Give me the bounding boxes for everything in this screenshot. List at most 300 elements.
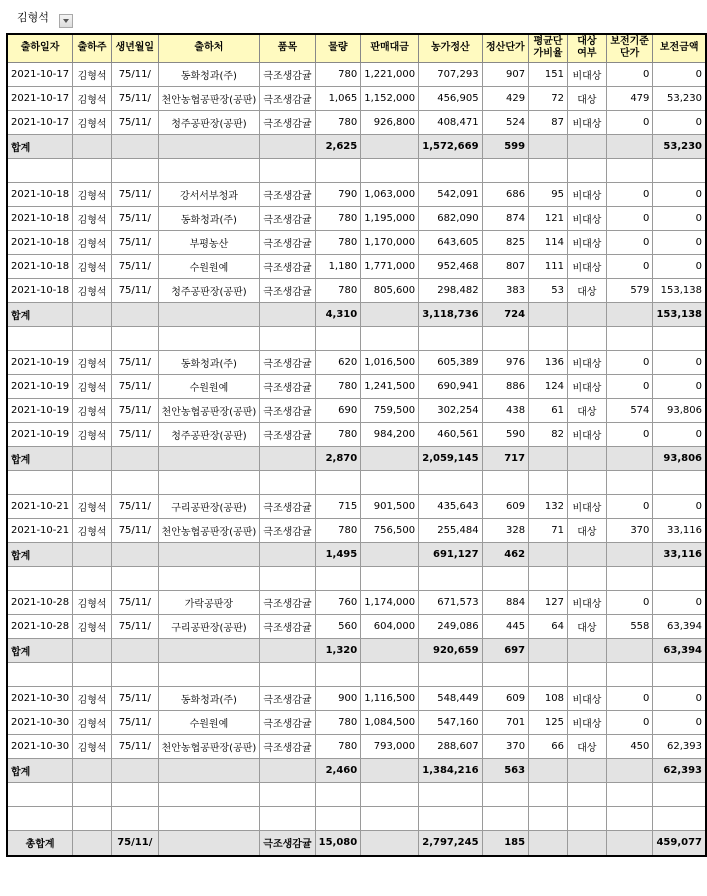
cell-avg-ratio[interactable] (529, 566, 568, 590)
cell-shipper[interactable] (73, 326, 112, 350)
subtotal-label[interactable]: 합계 (7, 638, 73, 662)
cell-quantity[interactable]: 715 (315, 494, 361, 518)
cell-destination[interactable]: 강서서부청과 (158, 182, 260, 206)
cell-target[interactable] (567, 806, 606, 830)
cell-shipper[interactable]: 김형석 (73, 734, 112, 758)
cell-unit-price[interactable]: 825 (482, 230, 529, 254)
cell-shipper[interactable]: 김형석 (73, 494, 112, 518)
cell-item[interactable]: 극조생감귤 (260, 254, 315, 278)
cell-compensation[interactable]: 0 (653, 230, 706, 254)
cell-unit-price[interactable]: 886 (482, 374, 529, 398)
cell-unit-price[interactable] (482, 470, 529, 494)
cell-date[interactable]: 2021-10-19 (7, 350, 73, 374)
cell-compensation[interactable]: 33,116 (653, 542, 706, 566)
subtotal-label[interactable]: 합계 (7, 302, 73, 326)
cell-sales[interactable] (361, 134, 419, 158)
cell-sales[interactable] (361, 446, 419, 470)
cell-compensation[interactable]: 33,116 (653, 518, 706, 542)
cell-avg-ratio[interactable]: 121 (529, 206, 568, 230)
cell-compensation[interactable]: 0 (653, 350, 706, 374)
header-date[interactable]: 출하일자 (7, 34, 73, 62)
header-settlement[interactable]: 농가정산 (419, 34, 482, 62)
cell-shipper[interactable] (73, 302, 112, 326)
cell-date[interactable] (7, 782, 73, 806)
cell-item[interactable]: 극조생감귤 (260, 710, 315, 734)
header-quantity[interactable]: 물량 (315, 34, 361, 62)
cell-base-price[interactable] (606, 758, 653, 782)
cell-avg-ratio[interactable]: 71 (529, 518, 568, 542)
cell-compensation[interactable]: 459,077 (653, 830, 706, 856)
cell-target[interactable]: 대상 (567, 398, 606, 422)
cell-compensation[interactable]: 53,230 (653, 86, 706, 110)
cell-target[interactable]: 비대상 (567, 422, 606, 446)
cell-birth[interactable] (112, 470, 159, 494)
cell-quantity[interactable]: 780 (315, 62, 361, 86)
cell-avg-ratio[interactable]: 95 (529, 182, 568, 206)
cell-avg-ratio[interactable]: 66 (529, 734, 568, 758)
cell-item[interactable] (260, 662, 315, 686)
cell-item[interactable] (260, 566, 315, 590)
cell-shipper[interactable]: 김형석 (73, 110, 112, 134)
cell-settlement[interactable]: 671,573 (419, 590, 482, 614)
cell-avg-ratio[interactable]: 87 (529, 110, 568, 134)
cell-base-price[interactable]: 558 (606, 614, 653, 638)
cell-compensation[interactable]: 93,806 (653, 398, 706, 422)
cell-date[interactable] (7, 470, 73, 494)
cell-unit-price[interactable]: 462 (482, 542, 529, 566)
cell-target[interactable] (567, 326, 606, 350)
cell-quantity[interactable]: 780 (315, 110, 361, 134)
cell-date[interactable] (7, 566, 73, 590)
cell-avg-ratio[interactable] (529, 470, 568, 494)
cell-settlement[interactable]: 2,059,145 (419, 446, 482, 470)
cell-quantity[interactable]: 15,080 (315, 830, 361, 856)
cell-shipper[interactable]: 김형석 (73, 398, 112, 422)
cell-quantity[interactable]: 690 (315, 398, 361, 422)
cell-item[interactable]: 극조생감귤 (260, 374, 315, 398)
header-compensation[interactable]: 보전금액 (653, 34, 706, 62)
cell-base-price[interactable]: 0 (606, 590, 653, 614)
cell-birth[interactable] (112, 806, 159, 830)
cell-compensation[interactable]: 53,230 (653, 134, 706, 158)
cell-avg-ratio[interactable] (529, 134, 568, 158)
cell-date[interactable]: 2021-10-19 (7, 374, 73, 398)
cell-target[interactable] (567, 446, 606, 470)
cell-settlement[interactable]: 605,389 (419, 350, 482, 374)
cell-destination[interactable] (158, 806, 260, 830)
cell-target[interactable]: 대상 (567, 734, 606, 758)
cell-date[interactable]: 2021-10-28 (7, 614, 73, 638)
cell-destination[interactable]: 천안농협공판장(공판) (158, 398, 260, 422)
cell-birth[interactable]: 75/11/ (112, 230, 159, 254)
cell-settlement[interactable]: 302,254 (419, 398, 482, 422)
cell-sales[interactable]: 1,063,000 (361, 182, 419, 206)
cell-quantity[interactable]: 900 (315, 686, 361, 710)
cell-item[interactable]: 극조생감귤 (260, 206, 315, 230)
cell-quantity[interactable]: 1,065 (315, 86, 361, 110)
cell-date[interactable] (7, 662, 73, 686)
cell-item[interactable]: 극조생감귤 (260, 614, 315, 638)
cell-compensation[interactable]: 0 (653, 254, 706, 278)
cell-destination[interactable] (158, 446, 260, 470)
cell-item[interactable] (260, 326, 315, 350)
cell-avg-ratio[interactable] (529, 758, 568, 782)
cell-shipper[interactable] (73, 806, 112, 830)
cell-base-price[interactable] (606, 470, 653, 494)
cell-sales[interactable]: 1,170,000 (361, 230, 419, 254)
cell-compensation[interactable]: 0 (653, 494, 706, 518)
cell-target[interactable]: 대상 (567, 86, 606, 110)
cell-settlement[interactable]: 456,905 (419, 86, 482, 110)
cell-compensation[interactable]: 153,138 (653, 278, 706, 302)
cell-birth[interactable] (112, 326, 159, 350)
cell-settlement[interactable] (419, 470, 482, 494)
cell-item[interactable] (260, 302, 315, 326)
cell-base-price[interactable]: 579 (606, 278, 653, 302)
cell-shipper[interactable]: 김형석 (73, 686, 112, 710)
cell-avg-ratio[interactable]: 125 (529, 710, 568, 734)
cell-shipper[interactable]: 김형석 (73, 62, 112, 86)
cell-item[interactable]: 극조생감귤 (260, 686, 315, 710)
subtotal-label[interactable]: 합계 (7, 134, 73, 158)
cell-unit-price[interactable]: 717 (482, 446, 529, 470)
cell-birth[interactable]: 75/11/ (112, 110, 159, 134)
cell-destination[interactable] (158, 830, 260, 856)
cell-settlement[interactable] (419, 782, 482, 806)
cell-destination[interactable]: 동화청과(주) (158, 686, 260, 710)
cell-compensation[interactable]: 0 (653, 206, 706, 230)
cell-quantity[interactable]: 790 (315, 182, 361, 206)
cell-destination[interactable] (158, 638, 260, 662)
cell-birth[interactable]: 75/11/ (112, 182, 159, 206)
cell-shipper[interactable]: 김형석 (73, 350, 112, 374)
cell-target[interactable]: 비대상 (567, 686, 606, 710)
cell-destination[interactable]: 청주공판장(공판) (158, 110, 260, 134)
cell-target[interactable] (567, 542, 606, 566)
cell-birth[interactable]: 75/11/ (112, 734, 159, 758)
cell-destination[interactable]: 구리공판장(공판) (158, 614, 260, 638)
cell-sales[interactable]: 1,016,500 (361, 350, 419, 374)
cell-quantity[interactable]: 780 (315, 710, 361, 734)
cell-compensation[interactable] (653, 782, 706, 806)
cell-unit-price[interactable]: 807 (482, 254, 529, 278)
cell-item[interactable]: 극조생감귤 (260, 734, 315, 758)
cell-settlement[interactable]: 3,118,736 (419, 302, 482, 326)
cell-quantity[interactable] (315, 782, 361, 806)
subtotal-label[interactable]: 합계 (7, 758, 73, 782)
cell-destination[interactable]: 동화청과(주) (158, 350, 260, 374)
cell-sales[interactable]: 759,500 (361, 398, 419, 422)
cell-quantity[interactable]: 1,320 (315, 638, 361, 662)
cell-compensation[interactable]: 0 (653, 422, 706, 446)
cell-destination[interactable]: 천안농협공판장(공판) (158, 734, 260, 758)
cell-sales[interactable]: 1,084,500 (361, 710, 419, 734)
cell-birth[interactable]: 75/11/ (112, 374, 159, 398)
cell-target[interactable] (567, 758, 606, 782)
cell-birth[interactable] (112, 758, 159, 782)
cell-date[interactable] (7, 806, 73, 830)
cell-target[interactable] (567, 638, 606, 662)
cell-compensation[interactable]: 93,806 (653, 446, 706, 470)
cell-settlement[interactable]: 707,293 (419, 62, 482, 86)
cell-shipper[interactable] (73, 830, 112, 856)
cell-target[interactable] (567, 134, 606, 158)
cell-destination[interactable]: 수원원예 (158, 710, 260, 734)
cell-target[interactable] (567, 830, 606, 856)
cell-birth[interactable]: 75/11/ (112, 206, 159, 230)
cell-target[interactable]: 비대상 (567, 374, 606, 398)
cell-birth[interactable]: 75/11/ (112, 614, 159, 638)
cell-unit-price[interactable]: 524 (482, 110, 529, 134)
cell-birth[interactable] (112, 662, 159, 686)
cell-date[interactable]: 2021-10-21 (7, 518, 73, 542)
cell-base-price[interactable]: 0 (606, 254, 653, 278)
cell-base-price[interactable] (606, 542, 653, 566)
cell-date[interactable]: 2021-10-19 (7, 398, 73, 422)
cell-quantity[interactable]: 1,495 (315, 542, 361, 566)
cell-base-price[interactable]: 0 (606, 710, 653, 734)
cell-item[interactable]: 극조생감귤 (260, 230, 315, 254)
cell-shipper[interactable]: 김형석 (73, 590, 112, 614)
cell-settlement[interactable]: 408,471 (419, 110, 482, 134)
cell-quantity[interactable] (315, 662, 361, 686)
cell-item[interactable]: 극조생감귤 (260, 494, 315, 518)
cell-avg-ratio[interactable] (529, 302, 568, 326)
cell-sales[interactable] (361, 326, 419, 350)
cell-target[interactable]: 비대상 (567, 230, 606, 254)
cell-shipper[interactable] (73, 470, 112, 494)
cell-item[interactable]: 극조생감귤 (260, 86, 315, 110)
cell-destination[interactable] (158, 758, 260, 782)
cell-target[interactable]: 비대상 (567, 494, 606, 518)
cell-date[interactable]: 2021-10-17 (7, 110, 73, 134)
cell-avg-ratio[interactable]: 136 (529, 350, 568, 374)
cell-target[interactable] (567, 158, 606, 182)
cell-date[interactable]: 2021-10-30 (7, 734, 73, 758)
cell-date[interactable]: 2021-10-28 (7, 590, 73, 614)
cell-date[interactable]: 2021-10-30 (7, 686, 73, 710)
cell-base-price[interactable]: 574 (606, 398, 653, 422)
cell-birth[interactable]: 75/11/ (112, 350, 159, 374)
cell-avg-ratio[interactable]: 114 (529, 230, 568, 254)
subtotal-label[interactable]: 합계 (7, 542, 73, 566)
cell-compensation[interactable]: 0 (653, 62, 706, 86)
cell-settlement[interactable]: 1,572,669 (419, 134, 482, 158)
cell-sales[interactable] (361, 158, 419, 182)
cell-unit-price[interactable]: 884 (482, 590, 529, 614)
cell-sales[interactable] (361, 566, 419, 590)
cell-target[interactable]: 비대상 (567, 254, 606, 278)
header-avg-ratio[interactable] (529, 34, 568, 62)
cell-date[interactable]: 2021-10-18 (7, 206, 73, 230)
cell-base-price[interactable] (606, 446, 653, 470)
cell-item[interactable] (260, 542, 315, 566)
cell-destination[interactable] (158, 326, 260, 350)
cell-destination[interactable] (158, 662, 260, 686)
cell-avg-ratio[interactable]: 151 (529, 62, 568, 86)
cell-quantity[interactable]: 780 (315, 734, 361, 758)
cell-item[interactable]: 극조생감귤 (260, 110, 315, 134)
cell-shipper[interactable]: 김형석 (73, 374, 112, 398)
cell-avg-ratio[interactable] (529, 662, 568, 686)
cell-quantity[interactable] (315, 158, 361, 182)
cell-unit-price[interactable] (482, 806, 529, 830)
cell-date[interactable]: 2021-10-30 (7, 710, 73, 734)
cell-destination[interactable]: 청주공판장(공판) (158, 422, 260, 446)
cell-destination[interactable] (158, 134, 260, 158)
cell-target[interactable]: 비대상 (567, 62, 606, 86)
header-target[interactable] (567, 34, 606, 62)
cell-sales[interactable]: 1,221,000 (361, 62, 419, 86)
cell-base-price[interactable]: 0 (606, 182, 653, 206)
cell-sales[interactable]: 984,200 (361, 422, 419, 446)
cell-sales[interactable]: 805,600 (361, 278, 419, 302)
cell-compensation[interactable]: 0 (653, 686, 706, 710)
cell-unit-price[interactable] (482, 158, 529, 182)
cell-quantity[interactable]: 2,625 (315, 134, 361, 158)
cell-avg-ratio[interactable] (529, 326, 568, 350)
cell-item[interactable] (260, 470, 315, 494)
cell-item[interactable]: 극조생감귤 (260, 182, 315, 206)
cell-base-price[interactable]: 479 (606, 86, 653, 110)
cell-birth[interactable]: 75/11/ (112, 254, 159, 278)
cell-quantity[interactable]: 760 (315, 590, 361, 614)
cell-base-price[interactable]: 0 (606, 110, 653, 134)
cell-unit-price[interactable]: 185 (482, 830, 529, 856)
cell-item[interactable] (260, 158, 315, 182)
cell-unit-price[interactable]: 590 (482, 422, 529, 446)
cell-avg-ratio[interactable]: 64 (529, 614, 568, 638)
cell-settlement[interactable]: 548,449 (419, 686, 482, 710)
cell-birth[interactable] (112, 302, 159, 326)
cell-target[interactable] (567, 782, 606, 806)
cell-avg-ratio[interactable]: 132 (529, 494, 568, 518)
cell-settlement[interactable] (419, 326, 482, 350)
cell-shipper[interactable]: 김형석 (73, 278, 112, 302)
cell-quantity[interactable]: 620 (315, 350, 361, 374)
header-shipper[interactable]: 출하주 (73, 34, 112, 62)
cell-base-price[interactable]: 0 (606, 374, 653, 398)
cell-avg-ratio[interactable] (529, 782, 568, 806)
cell-unit-price[interactable]: 701 (482, 710, 529, 734)
cell-avg-ratio[interactable]: 61 (529, 398, 568, 422)
cell-base-price[interactable] (606, 806, 653, 830)
cell-unit-price[interactable]: 976 (482, 350, 529, 374)
cell-item[interactable] (260, 806, 315, 830)
cell-quantity[interactable]: 780 (315, 278, 361, 302)
cell-item[interactable]: 극조생감귤 (260, 350, 315, 374)
cell-avg-ratio[interactable] (529, 638, 568, 662)
cell-quantity[interactable]: 780 (315, 422, 361, 446)
cell-unit-price[interactable]: 429 (482, 86, 529, 110)
cell-target[interactable]: 대상 (567, 614, 606, 638)
cell-unit-price[interactable]: 724 (482, 302, 529, 326)
cell-settlement[interactable] (419, 662, 482, 686)
cell-shipper[interactable]: 김형석 (73, 614, 112, 638)
cell-quantity[interactable] (315, 566, 361, 590)
cell-birth[interactable]: 75/11/ (112, 686, 159, 710)
cell-quantity[interactable]: 2,460 (315, 758, 361, 782)
cell-unit-price[interactable]: 874 (482, 206, 529, 230)
cell-target[interactable]: 비대상 (567, 710, 606, 734)
cell-sales[interactable]: 604,000 (361, 614, 419, 638)
cell-base-price[interactable]: 0 (606, 686, 653, 710)
cell-date[interactable]: 2021-10-18 (7, 254, 73, 278)
cell-destination[interactable] (158, 782, 260, 806)
cell-base-price[interactable] (606, 782, 653, 806)
cell-destination[interactable] (158, 158, 260, 182)
cell-base-price[interactable]: 0 (606, 350, 653, 374)
cell-base-price[interactable]: 0 (606, 62, 653, 86)
cell-birth[interactable]: 75/11/ (112, 422, 159, 446)
cell-compensation[interactable] (653, 662, 706, 686)
cell-settlement[interactable]: 435,643 (419, 494, 482, 518)
cell-sales[interactable]: 793,000 (361, 734, 419, 758)
cell-base-price[interactable] (606, 134, 653, 158)
cell-target[interactable] (567, 302, 606, 326)
cell-unit-price[interactable] (482, 326, 529, 350)
cell-sales[interactable] (361, 830, 419, 856)
cell-compensation[interactable]: 62,393 (653, 758, 706, 782)
cell-unit-price[interactable]: 599 (482, 134, 529, 158)
cell-settlement[interactable]: 952,468 (419, 254, 482, 278)
cell-target[interactable] (567, 470, 606, 494)
filter-dropdown-button[interactable] (59, 14, 73, 28)
cell-quantity[interactable]: 780 (315, 374, 361, 398)
cell-item[interactable]: 극조생감귤 (260, 518, 315, 542)
cell-sales[interactable] (361, 542, 419, 566)
cell-unit-price[interactable]: 609 (482, 494, 529, 518)
cell-shipper[interactable]: 김형석 (73, 710, 112, 734)
cell-unit-price[interactable] (482, 566, 529, 590)
cell-base-price[interactable] (606, 158, 653, 182)
cell-unit-price[interactable]: 563 (482, 758, 529, 782)
cell-base-price[interactable]: 0 (606, 230, 653, 254)
cell-compensation[interactable]: 0 (653, 110, 706, 134)
cell-birth[interactable]: 75/11/ (112, 830, 159, 856)
cell-target[interactable] (567, 566, 606, 590)
cell-quantity[interactable]: 780 (315, 230, 361, 254)
cell-compensation[interactable]: 153,138 (653, 302, 706, 326)
cell-shipper[interactable] (73, 782, 112, 806)
cell-birth[interactable] (112, 446, 159, 470)
cell-sales[interactable]: 1,174,000 (361, 590, 419, 614)
cell-quantity[interactable]: 2,870 (315, 446, 361, 470)
cell-shipper[interactable]: 김형석 (73, 422, 112, 446)
cell-settlement[interactable]: 288,607 (419, 734, 482, 758)
cell-item[interactable] (260, 446, 315, 470)
cell-avg-ratio[interactable]: 108 (529, 686, 568, 710)
cell-shipper[interactable]: 김형석 (73, 86, 112, 110)
cell-birth[interactable]: 75/11/ (112, 86, 159, 110)
cell-avg-ratio[interactable] (529, 158, 568, 182)
cell-unit-price[interactable]: 907 (482, 62, 529, 86)
cell-date[interactable]: 2021-10-19 (7, 422, 73, 446)
cell-compensation[interactable]: 63,394 (653, 614, 706, 638)
cell-settlement[interactable]: 542,091 (419, 182, 482, 206)
cell-sales[interactable]: 1,771,000 (361, 254, 419, 278)
cell-birth[interactable] (112, 782, 159, 806)
cell-base-price[interactable] (606, 830, 653, 856)
cell-base-price[interactable]: 0 (606, 206, 653, 230)
cell-shipper[interactable] (73, 758, 112, 782)
cell-compensation[interactable]: 0 (653, 710, 706, 734)
cell-avg-ratio[interactable]: 124 (529, 374, 568, 398)
cell-base-price[interactable]: 0 (606, 422, 653, 446)
cell-settlement[interactable]: 460,561 (419, 422, 482, 446)
cell-unit-price[interactable] (482, 782, 529, 806)
cell-sales[interactable] (361, 662, 419, 686)
